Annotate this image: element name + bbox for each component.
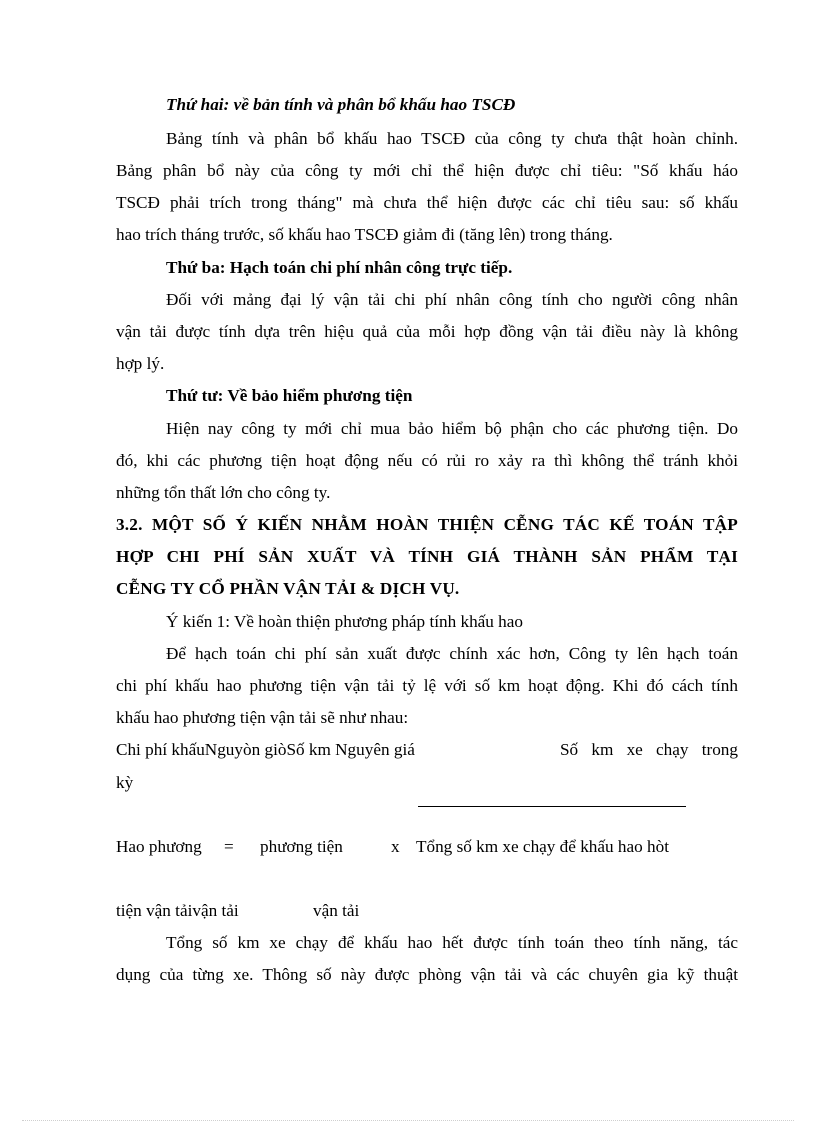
formula-multiply: x bbox=[391, 837, 400, 856]
heading-3-2-line: 3.2. MỘT SỐ Ý KIẾN NHẰM HOÀN THIỆN CỄNG TÁC KẾ TOÁN TẬP bbox=[116, 515, 738, 534]
paragraph-line: TSCĐ phải trích trong tháng" mà chưa thể hiện được các chỉ tiêu sau: số khấu bbox=[116, 193, 738, 212]
formula-line-right: Số km xe chạy trong bbox=[560, 740, 738, 759]
paragraph-line: dụng của từng xe. Thông số này được phòng vận tải và các chuyên gia kỹ thuật bbox=[116, 965, 738, 984]
formula-tong-so-km: Tổng số km xe chạy để khấu hao hòt bbox=[416, 837, 669, 856]
paragraph-line: hao trích tháng trước, số khấu hao TSCĐ giảm đi (tăng lên) trong tháng. bbox=[116, 225, 613, 244]
section-title-thu-ba: Thứ ba: Hạch toán chi phí nhân công trực tiếp. bbox=[166, 258, 513, 277]
fraction-rule bbox=[418, 806, 686, 807]
formula-line-left: Chi phí khấuNguyòn giòSố km Nguyên giá bbox=[116, 740, 415, 759]
paragraph-line: vận tải được tính dựa trên hiệu quả của mỗi hợp đồng vận tải điều này là không bbox=[116, 322, 738, 341]
paragraph-line: khấu hao phương tiện vận tải sẽ như nhau: bbox=[116, 708, 409, 727]
heading-3-2-line: HỢP CHI PHÍ SẢN XUẤT VÀ TÍNH GIÁ THÀNH SẢN PHẨM TẠI bbox=[116, 547, 738, 566]
paragraph-line: Bảng tính và phân bổ khấu hao TSCĐ của công ty chưa thật hoàn chỉnh. bbox=[166, 129, 738, 148]
section-title-thu-hai: Thứ hai: về bản tính và phân bổ khấu hao TSCĐ bbox=[166, 95, 516, 114]
paragraph-line: những tổn thất lớn cho công ty. bbox=[116, 483, 331, 502]
heading-3-2-line: CỄNG TY CỔ PHẦN VẬN TẢI & DỊCH VỤ. bbox=[116, 579, 460, 598]
paragraph-line: đó, khi các phương tiện hoạt động nếu có rủi ro xảy ra thì không thể tránh khỏi bbox=[116, 451, 738, 470]
paragraph-line: Đối với mảng đại lý vận tải chi phí nhân công tính cho người công nhân bbox=[166, 290, 738, 309]
paragraph-line: Tổng số km xe chạy để khấu hao hết được tính toán theo tính năng, tác bbox=[166, 933, 738, 952]
paragraph-line: Để hạch toán chi phí sản xuất được chính xác hơn, Công ty lên hạch toán bbox=[166, 644, 738, 663]
formula-van-tai: vận tải bbox=[313, 901, 360, 920]
paragraph-line: hợp lý. bbox=[116, 354, 165, 373]
formula-tien-van-tai: tiện vận tảivận tải bbox=[116, 901, 239, 920]
paragraph-line: chi phí khấu hao phương tiện vận tải tỷ lệ với số km hoạt động. Khi đó cách tính bbox=[116, 676, 738, 695]
section-title-thu-tu: Thứ tư: Về bảo hiểm phương tiện bbox=[166, 386, 413, 405]
opinion-1-title: Ý kiến 1: Về hoàn thiện phương pháp tính khấu hao bbox=[166, 612, 524, 631]
formula-hao-phuong: Hao phương bbox=[116, 837, 202, 856]
paragraph-line: Bảng phân bổ này của công ty mới chỉ thể hiện được chỉ tiêu: "Số khấu háo bbox=[116, 161, 738, 180]
page-bottom-border bbox=[22, 1120, 794, 1121]
formula-line-ky: kỳ bbox=[116, 773, 134, 792]
paragraph-line: Hiện nay công ty mới chỉ mua bảo hiểm bộ phận cho các phương tiện. Do bbox=[166, 419, 738, 438]
formula-phuong-tien: phương tiện bbox=[260, 837, 343, 856]
formula-equals: = bbox=[224, 837, 234, 856]
